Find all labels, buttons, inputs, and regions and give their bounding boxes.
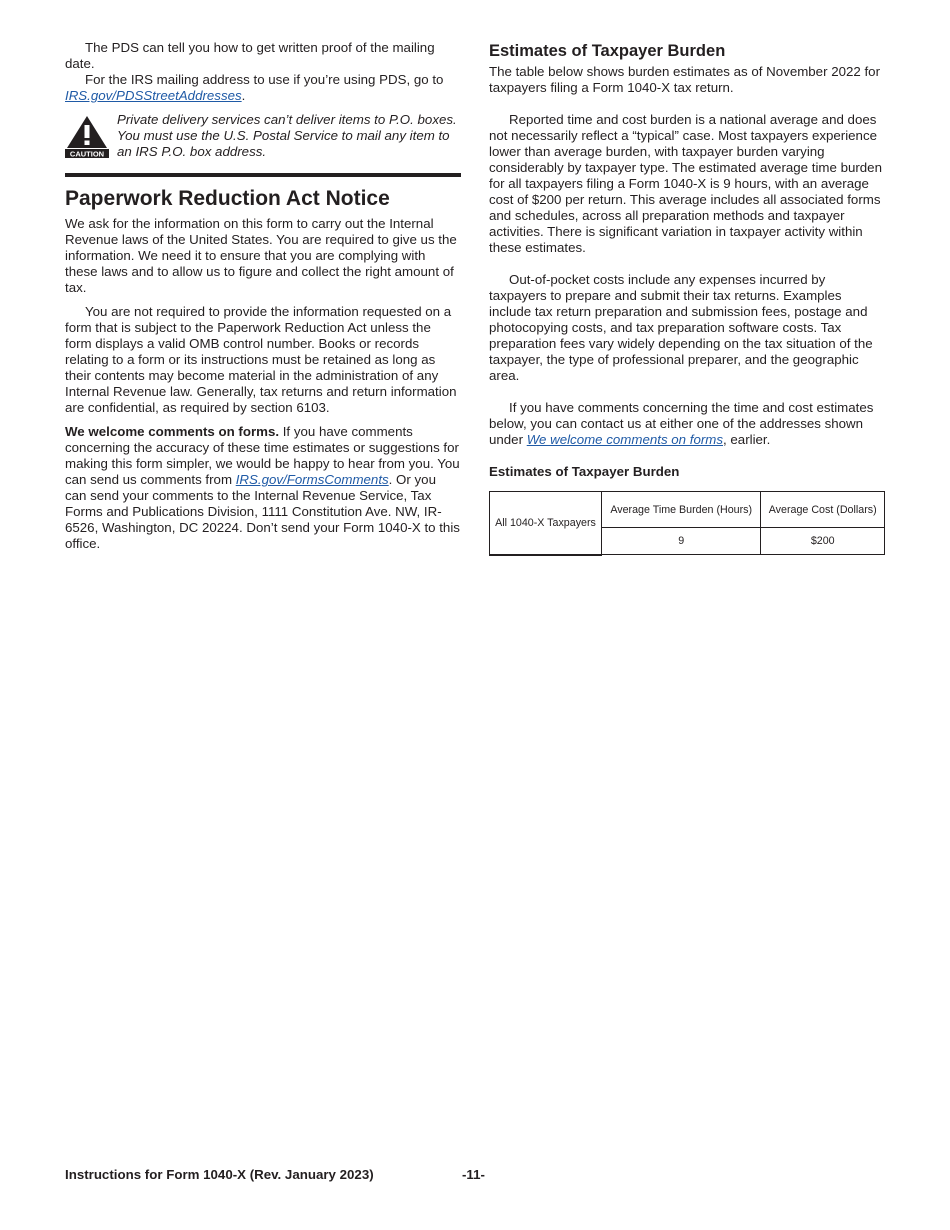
estimates-heading: Estimates of Taxpayer Burden (489, 42, 726, 60)
footer-title: Instructions for Form 1040-X (Rev. January 2023) (65, 1167, 374, 1182)
caution-label: CAUTION (69, 149, 105, 158)
forms-comments-link[interactable]: IRS.gov/FormsComments (235, 472, 389, 487)
time-burden-header: Average Time Burden (Hours) (602, 492, 761, 528)
pds-address-paragraph (65, 72, 461, 104)
estimates-paragraph-4 (489, 400, 885, 448)
estimates-p4-text: If you have comments concerning the time and cost estimates below, you can contact us at either one of the addresses shown under (489, 400, 874, 447)
pds-address-text: For the IRS mailing address to use if you’re using PDS, go to (85, 72, 444, 87)
comments-text: If you have comments concerning the accuracy of these time estimates or suggestions for making this form simpler, we would be happy to hear from you. You can send us comments from (65, 424, 460, 487)
cost-header: Average Cost (Dollars) (761, 492, 885, 528)
cost-value: $200 (761, 528, 885, 555)
estimates-paragraph-3: Out-of-pocket costs include any expenses incurred by taxpayers to prepare and submit their tax returns. Examples include tax return preparation and submission fees, postage and photocopying costs, and tax preparation software costs. Tax preparation fees vary widely depending on the tax situation of the taxpayer, the type of professional preparer, and the geographic area. (489, 272, 873, 383)
page-number: -11- (462, 1167, 485, 1182)
pds-street-addresses-link[interactable]: IRS.gov/PDSStreetAddresses (65, 88, 242, 103)
category-cell: All 1040-X Taxpayers (490, 492, 602, 555)
pds-proof-paragraph: The PDS can tell you how to get written proof of the mailing date. (65, 40, 435, 71)
pds-address-end: . (241, 88, 246, 103)
burden-table (489, 491, 885, 556)
left-column (65, 40, 461, 552)
estimates-paragraph-2: Reported time and cost burden is a national average and does not necessarily reflect a “typical” case. Most taxpayers experience lower than average burden, with taxpayer burden varying considerably by taxpayer type. The estimated average time burden for all taxpayers filing a Form 1040-X is 9 hours, with an average cost of $200 per return. This average includes all associated forms and schedules, across all preparation methods and taxpayer activities. There is significant variation in taxpayer activity within these estimates. (489, 112, 882, 255)
caution-icon (65, 114, 109, 158)
comments-lead: We welcome comments on forms. (65, 424, 280, 439)
right-column (489, 40, 885, 556)
table-title: Estimates of Taxpayer Burden (489, 464, 680, 479)
paperwork-heading: Paperwork Reduction Act Notice (65, 187, 390, 210)
comments-end: . Or you can send your comments to the Internal Revenue Service, Tax Forms and Publications Division, 1111 Constitution Ave. NW, IR-6526, Washington, DC 20224. Don’t send your Form 1040-X to this office. (65, 472, 460, 551)
section-divider (65, 173, 461, 177)
caution-note (65, 112, 461, 160)
welcome-comments-link[interactable]: We welcome comments on forms (526, 432, 724, 447)
caution-text: Private delivery services can’t deliver items to P.O. boxes. You must use the U.S. Postal Service to mail any item to an IRS P.O. box address. (117, 112, 457, 159)
paperwork-paragraph-1: We ask for the information on this form to carry out the Internal Revenue laws of the United States. You are required to give us the information. We need it to ensure that you are complying with these laws and to allow us to figure and collect the right amount of tax. (65, 216, 457, 295)
time-burden-value: 9 (602, 528, 761, 555)
estimates-paragraph-1: The table below shows burden estimates as of November 2022 for taxpayers filing a Form 1040-X tax return. (489, 64, 880, 95)
paperwork-paragraph-2: You are not required to provide the information requested on a form that is subject to the Paperwork Reduction Act unless the form displays a valid OMB control number. Books or records relating to a form or its instructions must be retained as long as their contents may become material in the administration of any Internal Revenue law. Generally, tax returns and return information are confidential, as required by section 6103. (65, 304, 457, 415)
table-row (490, 492, 885, 528)
estimates-p4-end: , earlier. (723, 432, 771, 447)
comments-paragraph (65, 424, 461, 552)
